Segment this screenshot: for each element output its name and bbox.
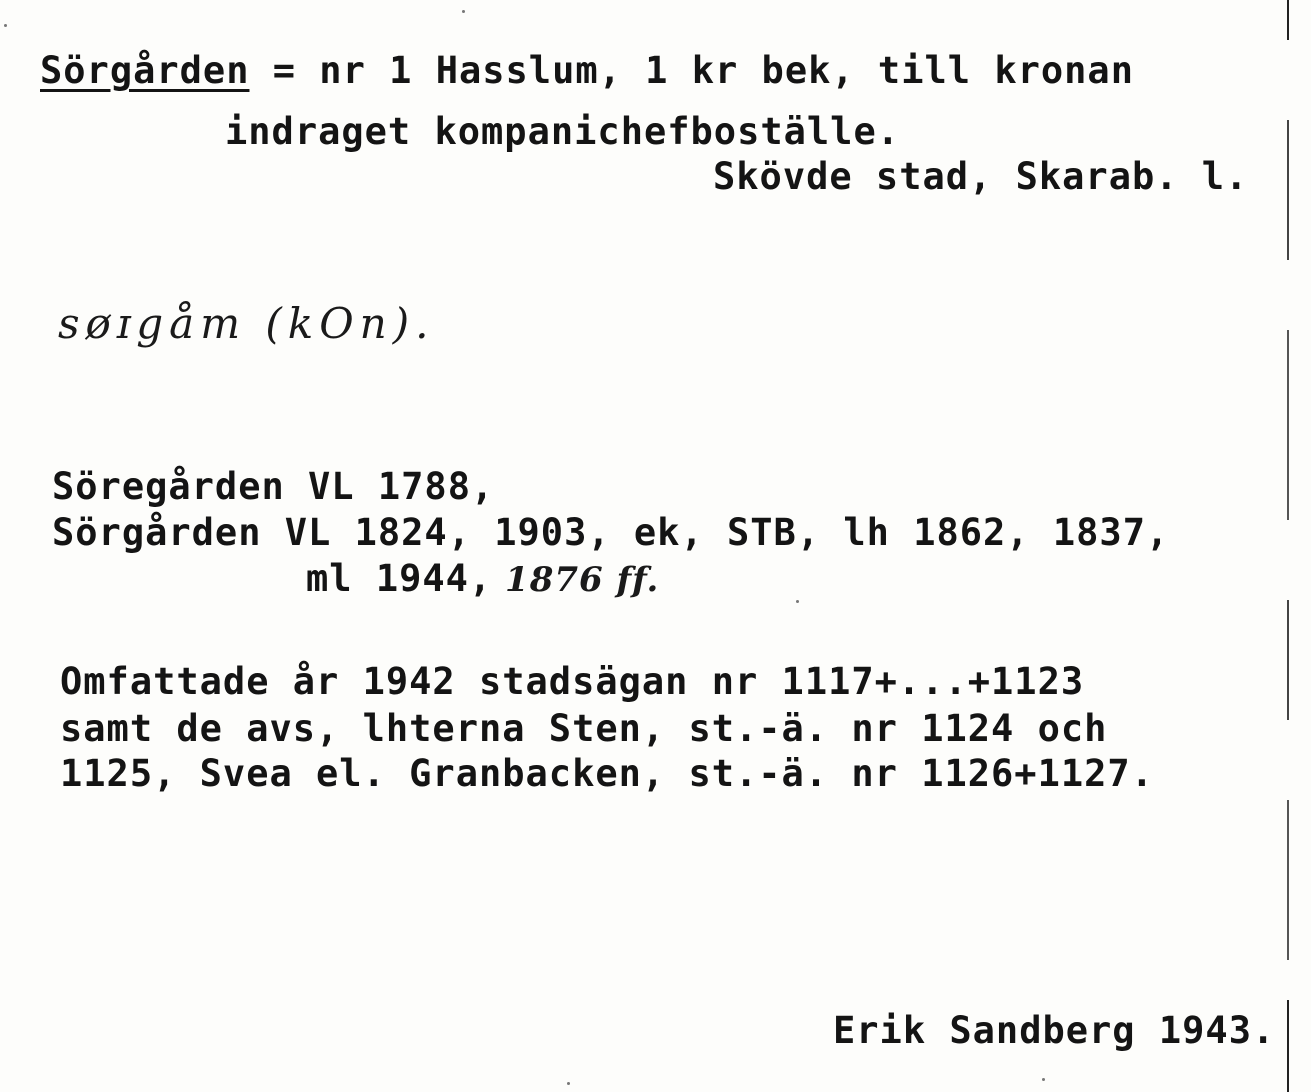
paper-speck [462,10,465,13]
extent-line-3: 1125, Svea el. Granbacken, st.-ä. nr 1126+1127. [60,752,1154,795]
extent-line-1: Omfattade år 1942 stadsägan nr 1117+...+1123 [60,660,1085,703]
sources-line-1: Söregården VL 1788, [52,465,495,508]
paper-speck [567,1082,570,1085]
handwritten-pronunciation: søɪgåm (kOn). [58,299,435,348]
paper-speck [1042,1078,1045,1081]
extent-line-2: samt de avs, lhterna Sten, st.-ä. nr 1124 och [60,707,1108,750]
header-description: = nr 1 Hasslum, 1 kr bek, till kronan [249,49,1134,92]
card-edge-line [1287,0,1289,1092]
sources-line-3-handwritten: 1876 ff. [492,560,660,600]
paper-speck [4,24,7,27]
signature-line: Erik Sandberg 1943. [833,1009,1276,1052]
header-line-1 [40,49,1134,92]
place-name: Sörgården [40,49,250,92]
location-line: Skövde stad, Skarab. l. [713,155,1249,198]
header-line-2: indraget kompanichefboställe. [225,110,901,153]
sources-line-3-typed: ml 1944, [306,557,493,600]
sources-line-3 [306,557,660,600]
sources-line-2: Sörgården VL 1824, 1903, ek, STB, lh 1862, 1837, [52,511,1170,554]
paper-speck [796,600,799,603]
